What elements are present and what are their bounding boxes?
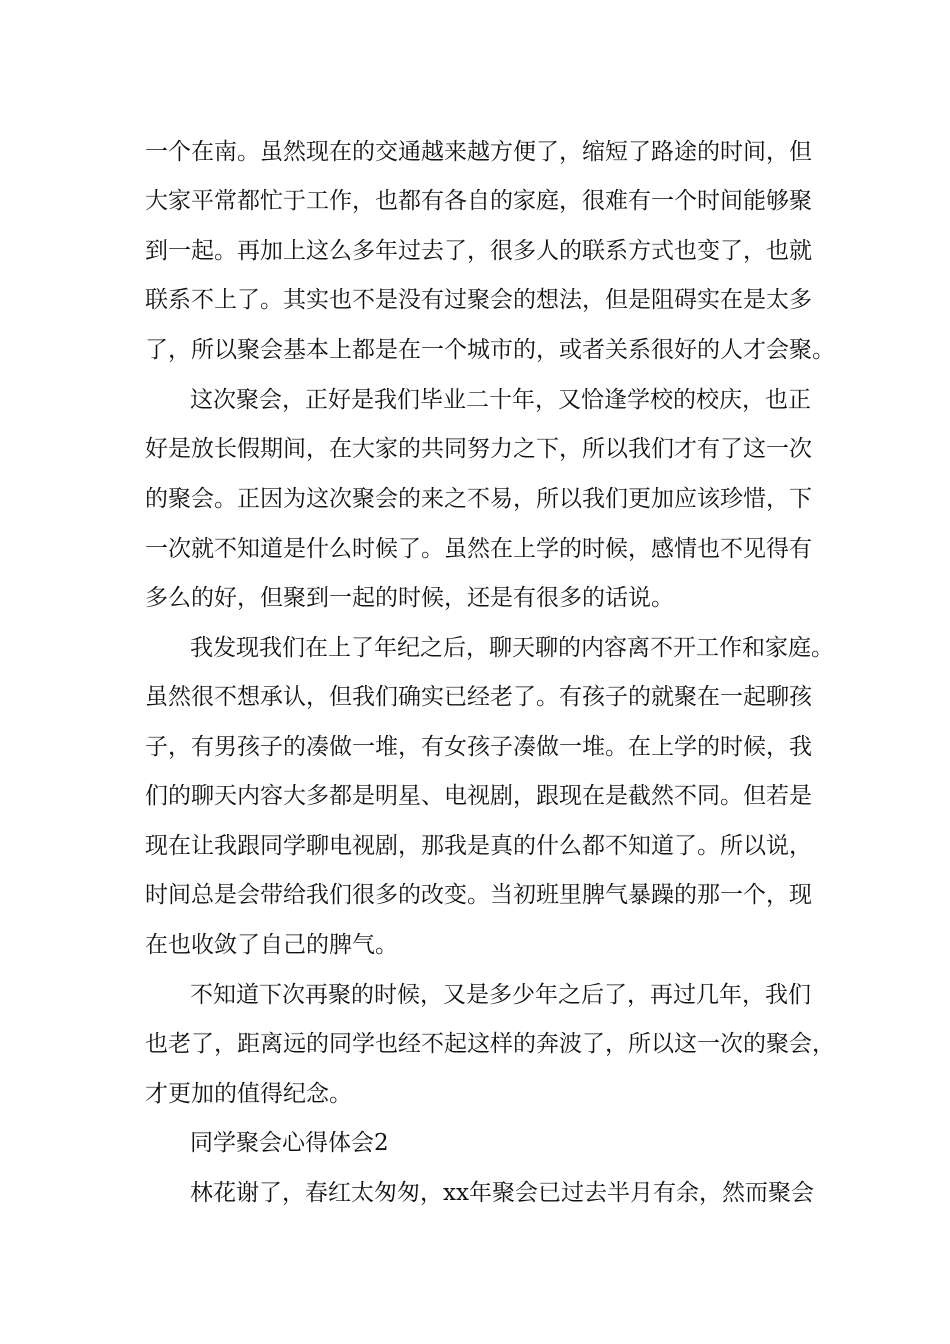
text-line: 一个在南。虽然现在的交通越来越方便了，缩短了路途的时间，但	[145, 139, 812, 165]
text-line: 也老了，距离远的同学也经不起这样的奔波了，所以这一次的聚会，	[145, 1031, 835, 1057]
text-line: 这次聚会，正好是我们毕业二十年，又恰逢学校的校庆，也正	[190, 387, 811, 413]
text-line: 联系不上了。其实也不是没有过聚会的想法，但是阻碍实在是太多	[145, 287, 812, 313]
text-line: 虽然很不想承认，但我们确实已经老了。有孩子的就聚在一起聊孩	[145, 684, 812, 710]
text-line: 一次就不知道是什么时候了。虽然在上学的时候，感情也不见得有	[145, 536, 812, 562]
text-line: 了，所以聚会基本上都是在一个城市的，或者关系很好的人才会聚。	[145, 337, 835, 363]
text-line: 我发现我们在上了年纪之后，聊天聊的内容离不开工作和家庭。	[190, 635, 834, 661]
text-line: 好是放长假期间，在大家的共同努力之下，所以我们才有了这一次	[145, 436, 812, 462]
text-line: 子，有男孩子的凑做一堆，有女孩子凑做一堆。在上学的时候，我	[145, 734, 812, 760]
text-line: 多么的好，但聚到一起的时候，还是有很多的话说。	[145, 585, 674, 611]
text-line: 现在让我跟同学聊电视剧，那我是真的什么都不知道了。所以说，	[145, 833, 812, 859]
text-line: 的聚会。正因为这次聚会的来之不易，所以我们更加应该珍惜，下	[145, 486, 812, 512]
text-line: 才更加的值得纪念。	[145, 1081, 352, 1107]
text-line: 不知道下次再聚的时候，又是多少年之后了，再过几年，我们	[190, 982, 811, 1008]
text-line: 们的聊天内容大多都是明星、电视剧，跟现在是截然不同。但若是	[145, 783, 812, 809]
text-line: 大家平常都忙于工作，也都有各自的家庭，很难有一个时间能够聚	[145, 188, 812, 214]
text-line: 时间总是会带给我们很多的改变。当初班里脾气暴躁的那一个，现	[145, 882, 812, 908]
text-line: 在也收敛了自己的脾气。	[145, 932, 398, 958]
text-line: 林花谢了，春红太匆匆，xx年聚会已过去半月有余，然而聚会	[190, 1180, 814, 1206]
section-title: 同学聚会心得体会2	[190, 1130, 389, 1156]
text-line: 到一起。再加上这么多年过去了，很多人的联系方式也变了，也就	[145, 238, 812, 264]
